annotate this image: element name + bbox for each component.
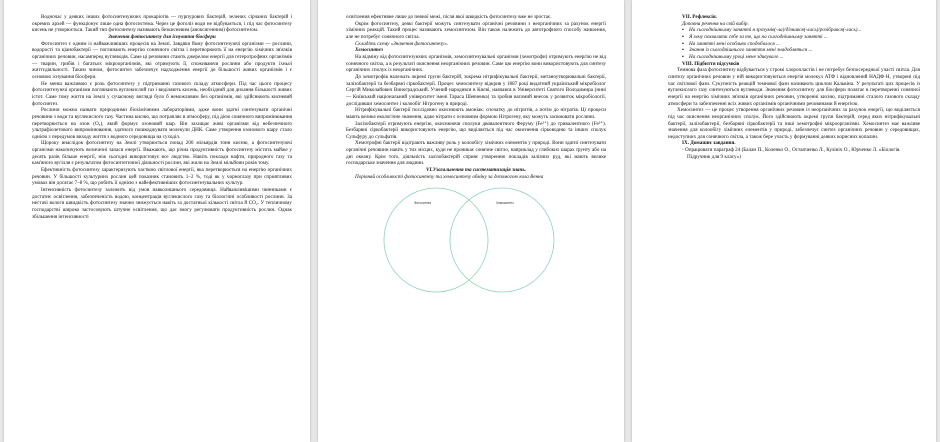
paragraph: Рослини можна назвати природними біохімічними лабораторіями, адже вони здатні синтезувати органічні речовини з води та вуглекислого газу. Частина кисню, що потрапляє в атмосферу, під дією сонячного випромінювання перетворюється на озон (O₃), який формує озоновий шар. Він захищає живі організми від небезпечного ультрафіолетового випромінювання, здатного пошкоджувати молекули ДНК. Саме утворення озонового шару стало однією з передумов виходу життя з водного середовища на суходіл. xyxy=(32,107,292,140)
bullet-icon: ▪ xyxy=(682,47,684,54)
paragraph: Темнова фаза фотосинтезу відбувається у стромі хлоропластів і не потребує безпосередньої участі світла. Для синтезу органічних речовин у ній використовуються енергія молекул АТФ і відновлений НАДФ·Н, утворені під час світлової фази. Сукупність реакцій темнової фази називають циклом Кальвіна. У результаті цих процесів із вуглекислого газу синтезуються вуглеводи. Значення фотосинтезу для біосфери полягає в перетворенні сонячної енергії на енергію хімічних зв'язків органічних речовин, утворенні кисню, підтриманні сталого газового складу атмосфери та забезпеченні всіх живих організмів органічними речовинами й енергією. xyxy=(668,67,920,107)
reflection-item-text: На занятті мені особливо сподобалося ... xyxy=(689,40,780,47)
venn-left-label: Фотосинтез xyxy=(414,201,432,206)
lesson-stage-heading: IX. Домашнє завдання. xyxy=(682,140,736,147)
paragraph: На відміну від фотосинтезуючих організмів, хемосинтезувальні організми (хемотрофи) отримують енергію не від сонячного світла, а в результаті окиснення неорганічних речовин. Саме цю енергію вони використовують для синтезу органічних сполук із неорганічних. xyxy=(346,53,606,74)
lesson-stage-heading: VIII. Підбиття підсумків xyxy=(682,60,740,67)
section-subheading: Значення фотосинтезу для існування біосфери xyxy=(108,33,216,40)
reflection-item xyxy=(682,27,920,34)
page-content xyxy=(32,14,292,440)
stage-instruction: Доповни речення на свій вибір. xyxy=(682,20,749,27)
reflection-item-text: Я хочу похвалити себе за те, що на сьогоднішньому занятті ... xyxy=(689,33,828,40)
paragraph: Ефективність фотосинтезу характеризують часткою світлової енергії, яка перетворюється на енергію органічних речовин. У більшості культурних рослин цей показник становить 1–2 %, тоді як у чорноглазу при сприятливих умовах він досягає 7–8 %, що робить її однією з найефективніших фотосинтезувальних культур. xyxy=(32,167,292,187)
page-content xyxy=(346,14,606,440)
venn-left-circle xyxy=(384,188,488,292)
paragraph: Хемотрофні бактерії відіграють важливу роль у колообігу хімічних елементів у природі. Вони здатні синтезувати органічні речовини навіть у тих місцях, куди не проникає сонячне світло, наприклад у глибоких шарах ґрунту або на дні океану. Крім того, діяльність залізобактерій сприяє утворенню покладів залізних руд, які мають велике господарське значення для людини. xyxy=(346,140,606,167)
task-instruction: Складіть схему «Значення фотосинтезу». xyxy=(355,40,449,47)
paragraph: Хемосинтез — це процес утворення органічних речовин із неорганічних за рахунок енергії, що виділяється під час окиснення неорганічних сполук. Його здійснюють окремі групи бактерій, серед яких нітрифікувальні бактерії, залізобактерії, безбарвні сіркобактерії та інші хемотрофні мікроорганізми. Хемосинтез має важливе значення для колообігу хімічних елементів у природі, забезпечує синтез органічних речовин у середовищах, недоступних для сонячного світла, а також бере участь у формуванні деяких корисних копалин. xyxy=(668,107,920,140)
homework-item: - Опрацювати параграф 24 (Балан П., Коленко О., Остапченко Л., Кулініч О., Юрченко Л. «Біологія. Підручник для 9 класу») xyxy=(682,147,901,160)
paragraph: Окрім фотосинтезу, деякі бактерії можуть синтезувати органічні речовини з неорганічних за рахунок енергії хімічних реакцій. Такий процес називають хемосинтезом. Він також належить до автотрофного способу живлення, але не потребує сонячного світла. xyxy=(346,20,606,40)
reflection-item-text: Знання із сьогоднішнього заняття мені знадобляться ... xyxy=(689,47,813,54)
bullet-icon: ▪ xyxy=(682,27,684,34)
document-page-2 xyxy=(318,0,624,442)
bullet-icon: ▪ xyxy=(682,33,684,40)
bullet-icon: ▪ xyxy=(682,40,684,47)
paragraph: Щороку внаслідок фотосинтезу на Землі утворюється понад 200 мільярдів тонн кисню, а фотосинтезуючі організми накопичують величезні запаси енергії. Вважають, що річна продуктивність фотосинтезу містить майже у десять разів більше енергії, ніж сьогодні використовує все людство. Навіть поклади нафти, природного газу та кам'яного вугілля є результатом фотосинтетичної діяльності рослин, які жили на Землі мільйони років тому. xyxy=(32,140,292,167)
reflection-item xyxy=(682,47,920,54)
paragraph: Водночас у деяких інших фотосинтезуючих прокаріотів — пурпурових бактерій, зелених сірчаних бактерій і окремих архей — функціонує лише одна фотосистема. Через це фотоліз води не відбувається, і під час фотосинтезу кисень не утворюється. Такий тип фотосинтезу називають безкисневим (аноксигенним) фотосинтезом. xyxy=(32,14,292,34)
lesson-stage-heading: VII. Рефлексія. xyxy=(682,14,717,20)
reflection-item-text: На сьогоднішньому занятті я зрозумів(-ла)/дізнався(-лась)/розібрався(-лась)... xyxy=(689,27,862,34)
reflection-list xyxy=(668,27,920,60)
reflection-item xyxy=(682,54,920,61)
page-content xyxy=(668,14,920,440)
paragraph: Інтенсивність фотосинтезу залежить від умов навколишнього середовища. Найважливішими чинниками є достатнє освітлення, забезпеченість водою, концентрація вуглекислого газу та біологічні особливості рослини. За нестачі вологи швидкість фотосинтезу значно знижується навіть за достатньої кількості світла й CO₂. У тепличному господарстві широко застосовують штучне освітлення, що дає змогу регулювати продуктивність рослин. Однак збільшення інтенсивності xyxy=(32,187,292,220)
section-heading: Хемосинтез xyxy=(355,47,383,54)
document-page-3 xyxy=(632,0,936,442)
venn-right-label: Хемосинтез xyxy=(496,201,514,206)
document-page-1 xyxy=(4,0,310,442)
paragraph: Фотосинтез є одним із найважливіших процесів на Землі. Завдяки йому фотосинтезуючі організми — рослини, водорості та ціанобактерії — поглинають енергію сонячного світла і перетворюють її на енергію хімічних зв'язків органічних речовин, насамперед вуглеводів. Саме ці речовини стають джерелом енергії для гетеротрофних організмів — тварин, грибів і багатьох мікроорганізмів, які отримують її, споживаючи рослини або продукти їхньої життєдіяльності. Таким чином, фотосинтез забезпечує надходження енергії до більшості живих організмів і є основою існування біосфери. xyxy=(32,40,292,80)
venn-diagram xyxy=(364,184,574,294)
paragraph: Залізобактерії отримують енергію, окиснюючи сполуки двовалентного Феруму (Fe²⁺) до тривалентного (Fe³⁺). Безбарвні сіркобактерії використовують енергію, що виділяється під час окиснення сірководню та інших сполук Сульфуру до сульфатів. xyxy=(346,120,606,140)
section-subheading: VI.Узагальнення та систематизація знань. xyxy=(426,167,526,174)
reflection-item-text: На сьогоднішньому уроці мене здивувало ... xyxy=(689,53,784,60)
bullet-icon: ▪ xyxy=(682,53,684,60)
paragraph: До хемотрофів належать окремі групи бактерій, зокрема нітрифікувальні бактерії, метаноутворювальні бактерії, залізобактерії та безбарвні сіркобактерії. Процес хемосинтезу відкрив у 1887 році видатний український мікробіолог Сергій Миколайович Виноградський. Учений народився в Києві, навчався в Університеті Святого Володимира (нині — Київський національний університет імені Тараса Шевченка) та зробив вагомий внесок у розвиток мікробіології, дослідивши хемосинтез і колообіг Нітрогену в природі. xyxy=(346,73,606,107)
paragraph: Не менш важливою є роль фотосинтезу у підтриманні газового складу атмосфери. Під час цього процесу фотосинтезуючі організми поглинають вуглекислий газ і виділяють кисень, необхідний для дихання більшості живих істот. Саме тому життя на Землі у сучасному вигляді було б неможливим без організмів, які здійснюють кисневий фотосинтез. xyxy=(32,80,292,107)
paragraph: освітлення ефективне лише до певної межі, після якої швидкість фотосинтезу вже не зростає. xyxy=(346,14,552,20)
task-instruction: Порівняй особливості фотосинтезу та хемосинтезу обміну за допомогою кола Венна xyxy=(355,173,544,180)
paragraph: Нітрифікувальні бактерії послідовно окиснюють амоніак: спочатку до нітритів, а потім до нітратів. Ці процеси мають велике екологічне значення, адже нітрати є основним формою Нітрогену, яку можуть засвоювати рослини. xyxy=(346,107,606,120)
reflection-item xyxy=(682,34,920,41)
